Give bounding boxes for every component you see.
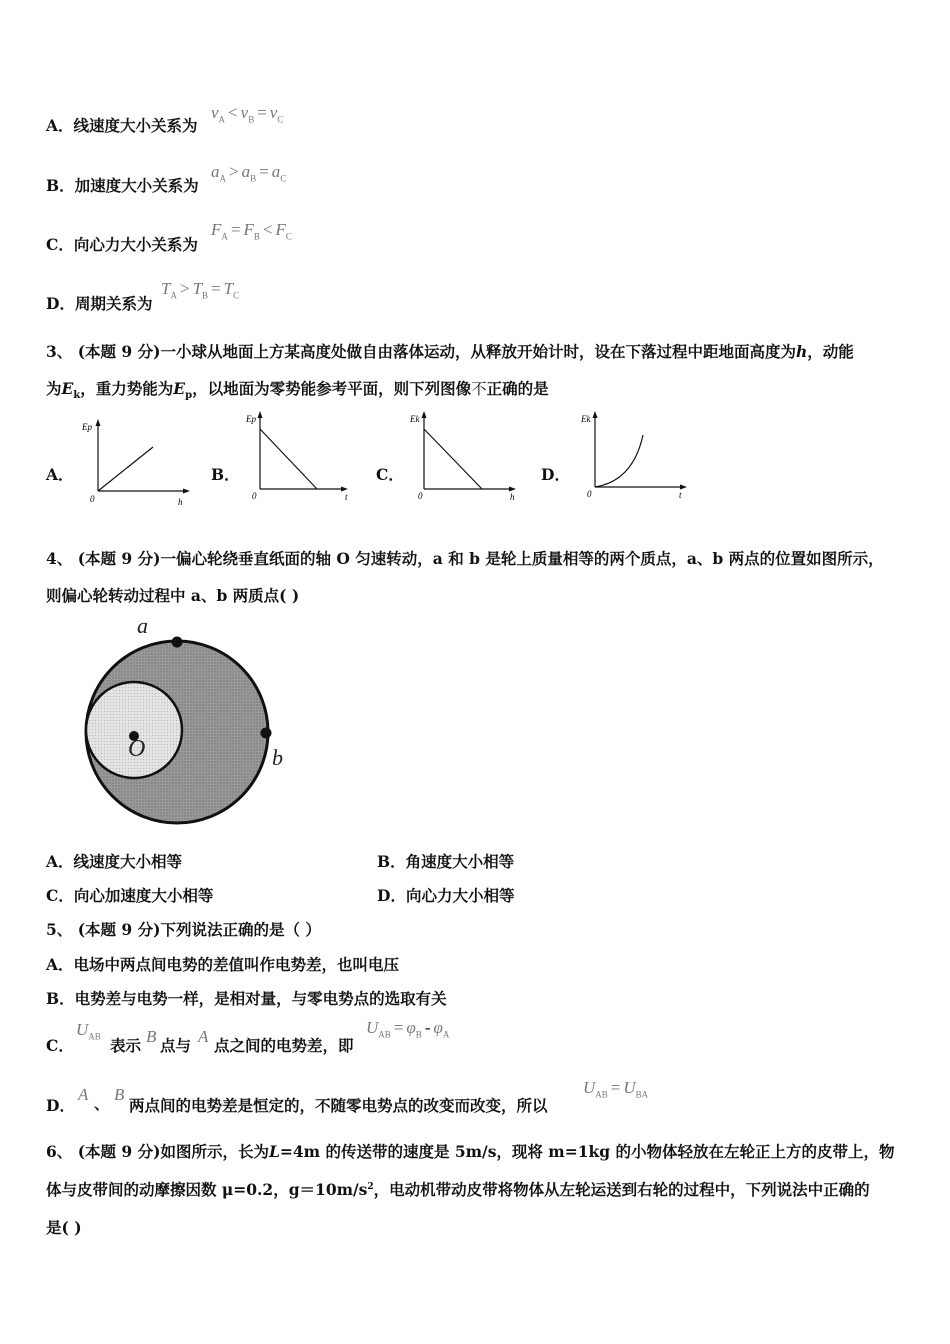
q5-option-b: B．电势差与电势一样，是相对量，与零电势点的选取有关 [46, 989, 447, 1008]
q2-b-formula: $a_A > a_B = a_C$ [211, 162, 287, 184]
origin-label: 0 [587, 489, 592, 499]
q4-line1: 4、 (本题 9 分)一偏心轮绕垂直纸面的轴 O 匀速转动，a 和 b 是轮上质量相等的两个质点，a、b 两点的位置如图所示， [46, 549, 884, 568]
q3-line1: 3、 (本题 9 分)一小球从地面上方某高度处做自由落体运动，从释放开始计时，设在下落过程中距地面高度为h，动能 [46, 342, 854, 361]
q4-option-d: D．向心力大小相等 [377, 886, 515, 905]
q3-graph-d-label: D． [541, 465, 570, 484]
y-label: Ep [82, 422, 92, 432]
origin-label: 0 [252, 491, 257, 501]
q5-d-sep: 、 [94, 1094, 110, 1113]
q5-c-text1: 表示 [110, 1036, 142, 1055]
graph-line [424, 429, 482, 489]
y-axis-arrow [422, 411, 427, 418]
q6-line2: 体与皮带间的动摩擦因数 μ=0.2，$g=10m/s^2$，电动机带动皮带将物体从左轮运送到右轮的过程中，下列说法中正确的 [46, 1180, 870, 1199]
x-label: h [178, 497, 183, 507]
graph-line [260, 429, 317, 489]
y-label: Ek [581, 414, 591, 424]
label-b: b [272, 745, 283, 770]
q5-c-b: B [146, 1027, 157, 1046]
label-o: O [128, 736, 146, 762]
origin-label: 0 [418, 491, 423, 501]
point-b [261, 728, 272, 739]
q5-c-equation: $U_{AB} = \varphi_B - \varphi_A$ [366, 1018, 450, 1040]
label-a: a [137, 613, 148, 638]
q3-graph-b [240, 405, 360, 505]
q5-option-a: A．电场中两点间电势的差值叫作电势差，也叫电压 [46, 955, 400, 974]
x-axis-arrow [183, 489, 190, 494]
q5-c-text3: 点之间的电势差，即 [214, 1036, 354, 1055]
q4-eccentric-wheel-figure [70, 608, 300, 838]
q5-c-text2: 点与 [160, 1036, 192, 1055]
point-a [172, 637, 183, 648]
y-label: Ep [246, 414, 256, 424]
q3-graph-b-label: B． [211, 465, 240, 484]
q5-d-b: B [114, 1085, 125, 1104]
q3-graph-c [404, 405, 524, 505]
q2-c-formula: $F_A = F_B < F_C$ [211, 220, 292, 242]
graph-line [98, 447, 153, 491]
q5-stem: 5、 (本题 9 分)下列说法正确的是（ ） [46, 920, 321, 939]
x-axis-arrow [341, 487, 348, 492]
q5-c-uab: $U_{AB}$ [76, 1020, 101, 1042]
q3-line2: 为$E_k$，重力势能为$E_p$，以地面为零势能参考平面，则下列图像不正确的是 [46, 379, 549, 402]
q6-line1: 6、 (本题 9 分)如图所示，长为L=4m 的传送带的速度是 5m/s，现将 m=1kg 的小物体轻放在左轮正上方的皮带上，物 [46, 1142, 895, 1161]
y-axis-arrow [258, 411, 263, 418]
q3-graph-c-label: C． [376, 465, 404, 484]
q5-c-a: A [198, 1027, 209, 1046]
q5-option-d-label: D． [46, 1096, 75, 1115]
x-label: t [345, 492, 348, 502]
x-axis-arrow [509, 487, 516, 492]
y-axis-arrow [96, 419, 101, 426]
q3-graph-a-label: A． [46, 465, 74, 484]
q5-d-text: 两点间的电势差是恒定的，不随零电势点的改变而改变，所以 [129, 1096, 548, 1115]
inner-circle [86, 682, 182, 778]
q6-line3: 是( ) [46, 1218, 82, 1237]
x-label: t [679, 490, 682, 500]
y-label: Ek [410, 414, 420, 424]
y-axis-arrow [593, 411, 598, 418]
q2-d-formula: $T_A > T_B = T_C$ [161, 279, 240, 301]
q3-graph-d [575, 405, 695, 505]
q2-option-a: A．线速度大小关系为 [46, 116, 198, 135]
q2-a-formula: $v_A < v_B = v_C$ [211, 103, 284, 125]
q5-d-equation: $U_{AB} = U_{BA}$ [583, 1078, 649, 1100]
q5-option-c-label: C． [46, 1036, 74, 1055]
q5-d-a: A [78, 1085, 89, 1104]
q2-option-c: C．向心力大小关系为 [46, 235, 198, 254]
q2-option-d: D．周期关系为 [46, 294, 153, 313]
q2-option-b: B．加速度大小关系为 [46, 176, 199, 195]
q4-option-c: C．向心加速度大小相等 [46, 886, 214, 905]
origin-label: 0 [90, 494, 95, 504]
q4-option-b: B．角速度大小相等 [377, 852, 515, 871]
x-label: h [510, 492, 515, 502]
q3-graph-a [78, 415, 198, 510]
graph-curve [595, 435, 643, 487]
x-axis-arrow [680, 485, 687, 490]
q4-option-a: A．线速度大小相等 [46, 852, 183, 871]
q4-line2: 则偏心轮转动过程中 a、b 两质点( ) [46, 586, 300, 605]
